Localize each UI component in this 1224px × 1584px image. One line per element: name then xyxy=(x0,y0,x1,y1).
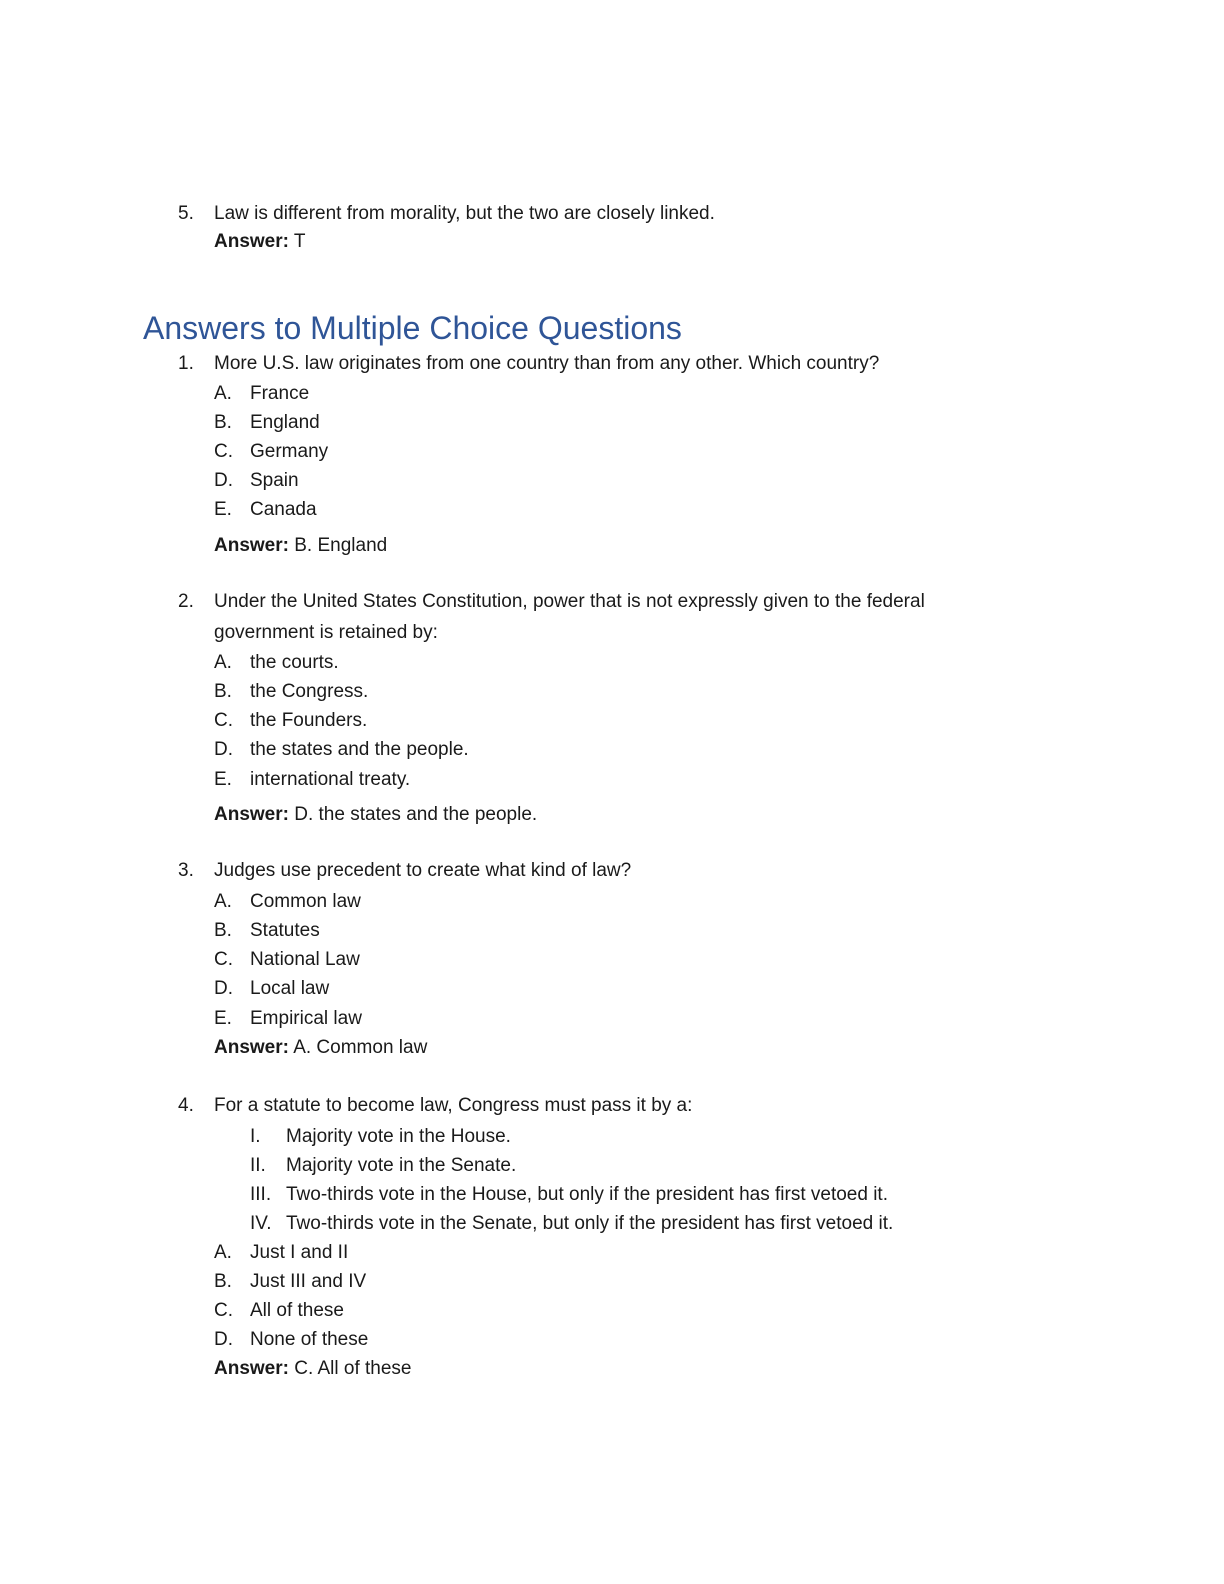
answer-value: A. Common law xyxy=(293,1037,428,1058)
option-text: Spain xyxy=(250,470,299,491)
option-letter: D. xyxy=(214,739,233,760)
option-letter: A. xyxy=(214,891,232,912)
option-text: the Founders. xyxy=(250,710,368,731)
option-letter: B. xyxy=(214,920,232,941)
question-number: 5. xyxy=(178,203,194,224)
answer-value: B. England xyxy=(294,535,388,556)
option-letter: B. xyxy=(214,1271,232,1292)
answer-value: C. All of these xyxy=(294,1358,412,1379)
option-text: Canada xyxy=(250,499,317,520)
option-text: Germany xyxy=(250,441,329,462)
roman-numeral: I. xyxy=(250,1126,261,1147)
option-text: Just III and IV xyxy=(250,1271,367,1292)
option-text: Just I and II xyxy=(250,1242,349,1263)
question-text: More U.S. law originates from one country than from any other. Which country? xyxy=(214,353,880,374)
answer-label: Answer: xyxy=(214,535,289,556)
option-text: the states and the people. xyxy=(250,739,469,760)
option-text: Statutes xyxy=(250,920,320,941)
option-text: international treaty. xyxy=(250,769,411,790)
option-letter: E. xyxy=(214,499,232,520)
option-letter: C. xyxy=(214,949,233,970)
question-number: 1. xyxy=(178,353,194,374)
option-letter: B. xyxy=(214,681,232,702)
answer-line xyxy=(214,534,387,558)
option-text: Common law xyxy=(250,891,361,912)
answer-label: Answer: xyxy=(214,231,289,252)
question-number: 2. xyxy=(178,591,194,612)
roman-numeral: IV. xyxy=(250,1213,272,1234)
question-text: Judges use precedent to create what kind of law? xyxy=(214,860,632,881)
option-letter: D. xyxy=(214,470,233,491)
roman-item-text: Majority vote in the Senate. xyxy=(286,1155,517,1176)
question-text-continued: government is retained by: xyxy=(214,622,438,643)
option-letter: A. xyxy=(214,1242,232,1263)
option-text: the Congress. xyxy=(250,681,369,702)
roman-item-text: Two-thirds vote in the Senate, but only if the president has first vetoed it. xyxy=(286,1213,894,1234)
option-letter: A. xyxy=(214,383,232,404)
answer-line xyxy=(214,1357,411,1381)
option-text: the courts. xyxy=(250,652,339,673)
option-letter: D. xyxy=(214,1329,233,1350)
answer-value: T xyxy=(293,231,306,252)
answer-line xyxy=(214,803,537,827)
option-letter: B. xyxy=(214,412,232,433)
question-number: 3. xyxy=(178,860,194,881)
roman-numeral: III. xyxy=(250,1184,272,1205)
answer-value: D. the states and the people. xyxy=(294,804,538,825)
option-text: Local law xyxy=(250,978,330,999)
roman-numeral: II. xyxy=(250,1155,266,1176)
section-heading: Answers to Multiple Choice Questions xyxy=(143,310,682,346)
option-letter: D. xyxy=(214,978,233,999)
question-number: 4. xyxy=(178,1095,194,1116)
question-text: Law is different from morality, but the two are closely linked. xyxy=(214,203,715,224)
option-letter: C. xyxy=(214,1300,233,1321)
option-letter: C. xyxy=(214,441,233,462)
option-text: None of these xyxy=(250,1329,369,1350)
option-letter: E. xyxy=(214,769,232,790)
roman-item-text: Two-thirds vote in the House, but only if the president has first vetoed it. xyxy=(286,1184,888,1205)
answer-line xyxy=(214,230,306,254)
option-text: National Law xyxy=(250,949,360,970)
option-text: England xyxy=(250,412,320,433)
question-text: Under the United States Constitution, power that is not expressly given to the federal xyxy=(214,591,925,612)
option-text: All of these xyxy=(250,1300,344,1321)
option-text: Empirical law xyxy=(250,1008,362,1029)
answer-label: Answer: xyxy=(214,1037,289,1058)
roman-item-text: Majority vote in the House. xyxy=(286,1126,511,1147)
option-text: France xyxy=(250,383,310,404)
question-text: For a statute to become law, Congress must pass it by a: xyxy=(214,1095,693,1116)
option-letter: C. xyxy=(214,710,233,731)
answer-label: Answer: xyxy=(214,1358,289,1379)
answer-label: Answer: xyxy=(214,804,289,825)
option-letter: E. xyxy=(214,1008,232,1029)
answer-line xyxy=(214,1036,427,1060)
option-letter: A. xyxy=(214,652,232,673)
